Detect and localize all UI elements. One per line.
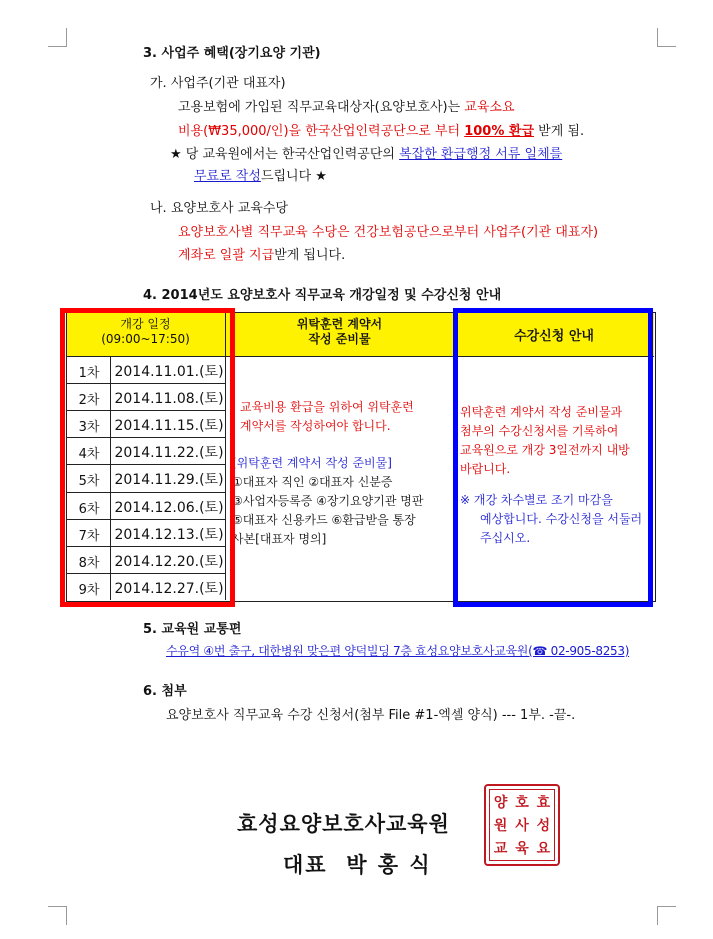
schedule-table (60, 308, 655, 603)
section3-ga-title: 가. 사업주(기관 대표자) (150, 76, 286, 91)
col2-header-line1: 위탁훈련 계약서 (296, 317, 383, 331)
row-date: 2014.11.01.(토) (114, 364, 224, 380)
seal-character: 요 (536, 841, 551, 858)
section3-ga-star-line1 (170, 143, 562, 162)
row-number: 5차 (78, 474, 100, 490)
line-text-red: 비용(₩35,000/인)을 한국산업인력공단으로 부터 (178, 124, 465, 139)
row-date: 2014.12.20.(토) (114, 553, 224, 570)
line-text: 받게 됨. (534, 124, 585, 139)
col1-header-line2: (09:00~17:50) (101, 332, 190, 346)
middle-item-line3: ⑤대표자 신용카드 ⑥환급받을 통장 (232, 513, 416, 527)
col2-header-line2: 작성 준비물 (308, 332, 371, 346)
line-text-blue: 무료로 작성 (194, 169, 261, 184)
section3-na-line1: 요양보호사별 직무교육 수당은 건강보험공단으로부터 사업주(기관 대표자) (178, 225, 599, 240)
seal-character: 호 (515, 794, 529, 811)
section6-attachment: 요양보호사 직무교육 수강 신청서(첨부 File #1-엑셀 양식) --- 1부. -끝-. (166, 708, 576, 723)
line-text: 받게 됩니다. (274, 248, 346, 263)
corner-mark-top-left (48, 28, 67, 47)
seal-character: 교 (493, 841, 508, 858)
registration-highlight-frame (453, 308, 653, 607)
line-text-blue: 복잡한 환급행정 서류 일체를 (399, 147, 563, 162)
section4-title: 4. 2014년도 요양보호사 직무교육 개강일정 및 수강신청 안내 (143, 288, 502, 303)
seal-character: 사 (515, 817, 529, 834)
row-number: 2차 (78, 393, 100, 409)
col3-header: 수강신청 안내 (514, 329, 594, 344)
section5-address-link[interactable]: 수유역 ④번 출구, 대한병원 맞은편 양덕빌딩 7층 효성요양보호사교육원(☎ 02-905-8253) (166, 644, 630, 658)
row-date: 2014.11.15.(토) (114, 418, 224, 435)
row-date: 2014.11.29.(토) (114, 472, 224, 489)
row-number: 1차 (78, 366, 100, 381)
middle-cell (240, 398, 414, 436)
row-number: 7차 (78, 528, 100, 544)
right-red-line3: 교육원으로 개강 3일전까지 내방 (460, 443, 630, 457)
seal-character: 효 (536, 794, 551, 811)
refund-highlight: 100% 환급 (464, 124, 535, 139)
middle-item-line1: ①대표자 직인 ②대표자 신분증 (232, 475, 393, 489)
row-number: 8차 (78, 555, 100, 571)
schedule-highlight-frame (60, 308, 235, 607)
row-date: 2014.11.08.(토) (114, 391, 224, 408)
section6-title: 6. 첨부 (143, 684, 187, 699)
seal-character: 원 (493, 817, 508, 834)
middle-blue-title: [위탁훈련 계약서 작성 준비물] (232, 456, 392, 470)
row-date: 2014.11.22.(토) (114, 445, 224, 462)
line-text: ★ 당 교육원에서는 한국산업인력공단의 (170, 147, 400, 162)
corner-mark-top-right (657, 28, 676, 47)
seal-character: 성 (536, 817, 551, 834)
middle-red-line1: 교육비용 환급을 위하여 위탁훈련 (240, 400, 414, 414)
middle-red-line2: 계약서를 작성하여야 합니다. (240, 419, 391, 433)
middle-item-line4: 사본[대표자 명의] (232, 532, 327, 546)
col2-header (226, 317, 453, 347)
row-number: 6차 (78, 501, 100, 517)
seal-character: 육 (515, 841, 529, 858)
section3-na-title: 나. 요양보호사 교육수당 (150, 201, 288, 216)
right-red-line1: 위탁훈련 계약서 작성 준비물과 (460, 405, 623, 419)
middle-items (232, 454, 423, 549)
right-blue-line1: ※ 개강 차수별로 조기 마감을 (460, 493, 613, 507)
seal-character: 양 (493, 794, 508, 811)
row-date: 2014.12.27.(토) (114, 580, 224, 597)
right-blue-line3: 주십시오. (480, 531, 531, 545)
section3-ga-line1 (178, 96, 515, 115)
section3-na-line2 (178, 244, 345, 263)
right-red-line4: 바랍니다. (460, 462, 511, 476)
org-name: 효성요양보호사교육원 (237, 811, 450, 836)
middle-item-line2: ③사업자등록증 ④장기요양기관 명판 (232, 494, 424, 508)
line-text-red: 교육소요 (464, 100, 515, 115)
row-number: 9차 (78, 582, 100, 598)
row-number: 3차 (78, 420, 100, 436)
corner-mark-bottom-right (657, 906, 676, 925)
line-text: 드립니다 ★ (260, 169, 327, 184)
section3-title: 3. 사업주 혜택(장기요양 기관) (143, 46, 321, 61)
section3-ga-star-line2 (194, 165, 327, 184)
right-blue-line2: 예상합니다. 수강신청을 서둘러 (480, 512, 643, 526)
section5-title: 5. 교육원 교통편 (143, 622, 242, 637)
section3-ga-line2 (178, 120, 584, 139)
corner-mark-bottom-left (48, 906, 67, 925)
row-date: 2014.12.06.(토) (114, 499, 224, 516)
col1-header-line1: 개강 일정 (120, 317, 171, 331)
official-seal-stamp (484, 784, 560, 866)
line-text: 고용보험에 가입된 직무교육대상자(요양보호사)는 (178, 100, 465, 115)
row-number: 4차 (78, 447, 100, 463)
representative-name: 대표 박 홍 식 (283, 852, 432, 877)
row-date: 2014.12.13.(토) (114, 526, 224, 543)
right-red-line2: 첨부의 수강신청서를 기록하여 (460, 424, 619, 438)
line-text-red: 계좌로 일괄 지급 (178, 248, 275, 263)
seal-grid (489, 789, 555, 861)
